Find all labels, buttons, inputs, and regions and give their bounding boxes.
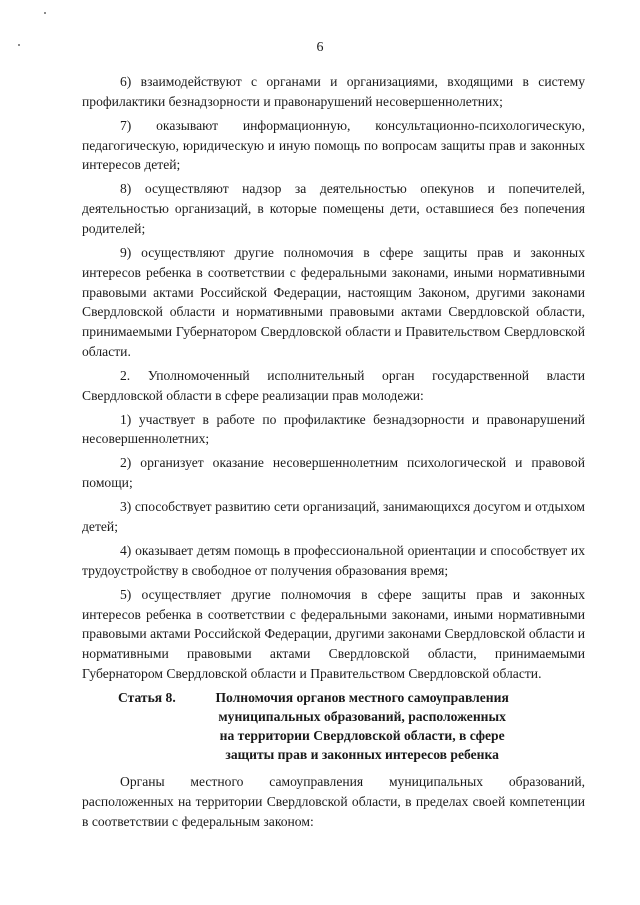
document-body [82, 72, 585, 836]
paragraph: 3) способствует развитию сети организаций, занимающихся досугом и отдыхом детей; [82, 499, 585, 535]
scan-speck [44, 12, 46, 14]
paragraphs-after [82, 772, 585, 831]
paragraph: 1) участвует в работе по профилактике безнадзорности и правонарушений несовершеннолетних; [82, 411, 585, 447]
paragraph: 5) осуществляет другие полномочия в сфере защиты прав и законных интересов ребенка в соответствии с федеральными законами, иными нормативными правовыми актами Российской Федерации, другими законами Свердловской области и нормативными правовыми актами Свердловской области, принимаемыми Губернатором Свердловской области и Правительством Свердловской области. [82, 586, 585, 681]
paragraph: 6) взаимодействуют с органами и организациями, входящими в систему профилактики безнадзорности и правонарушений несовершеннолетних; [82, 74, 585, 109]
paragraph: 2. Уполномоченный исполнительный орган государственной власти Свердловской области в сфере реализации прав молодежи: [82, 367, 585, 403]
article-title: Полномочия органов местного самоуправления муниципальных образований, расположенных на территории Свердловской области, в сфере защиты прав и законных интересов ребенка [215, 689, 509, 762]
paragraph: 7) оказывают информационную, консультационно-психологическую, педагогическую, юридическую и иную помощь по вопросам защиты прав и законных интересов детей; [82, 117, 585, 173]
article-heading [118, 688, 585, 764]
paragraph: Органы местного самоуправления муниципальных образований, расположенных на территории Свердловской области, в пределах своей компетенции в соответствии с федеральным законом: [82, 773, 585, 829]
paragraph: 2) организует оказание несовершеннолетним психологической и правовой помощи; [82, 455, 585, 491]
paragraph: 9) осуществляют другие полномочия в сфере защиты прав и законных интересов ребенка в соответствии с федеральными законами, иными нормативными правовыми актами Российской Федерации, настоящим Законом, другими законами Свердловской области и нормативными правовыми актами Свердловской области, принимаемыми Губернатором Свердловской области и Правительством Свердловской области. [82, 244, 585, 359]
page-number: 6 [316, 40, 324, 55]
paragraphs-before [82, 72, 585, 684]
paragraph: 8) осуществляют надзор за деятельностью опекунов и попечителей, деятельностью организаций, в которые помещены дети, оставшиеся без попечения родителей; [82, 181, 585, 236]
paragraph: 4) оказывает детям помощь в профессиональной ориентации и способствует их трудоустройству в свободное от получения образования время; [82, 543, 585, 578]
article-label: Статья 8. [118, 689, 176, 705]
